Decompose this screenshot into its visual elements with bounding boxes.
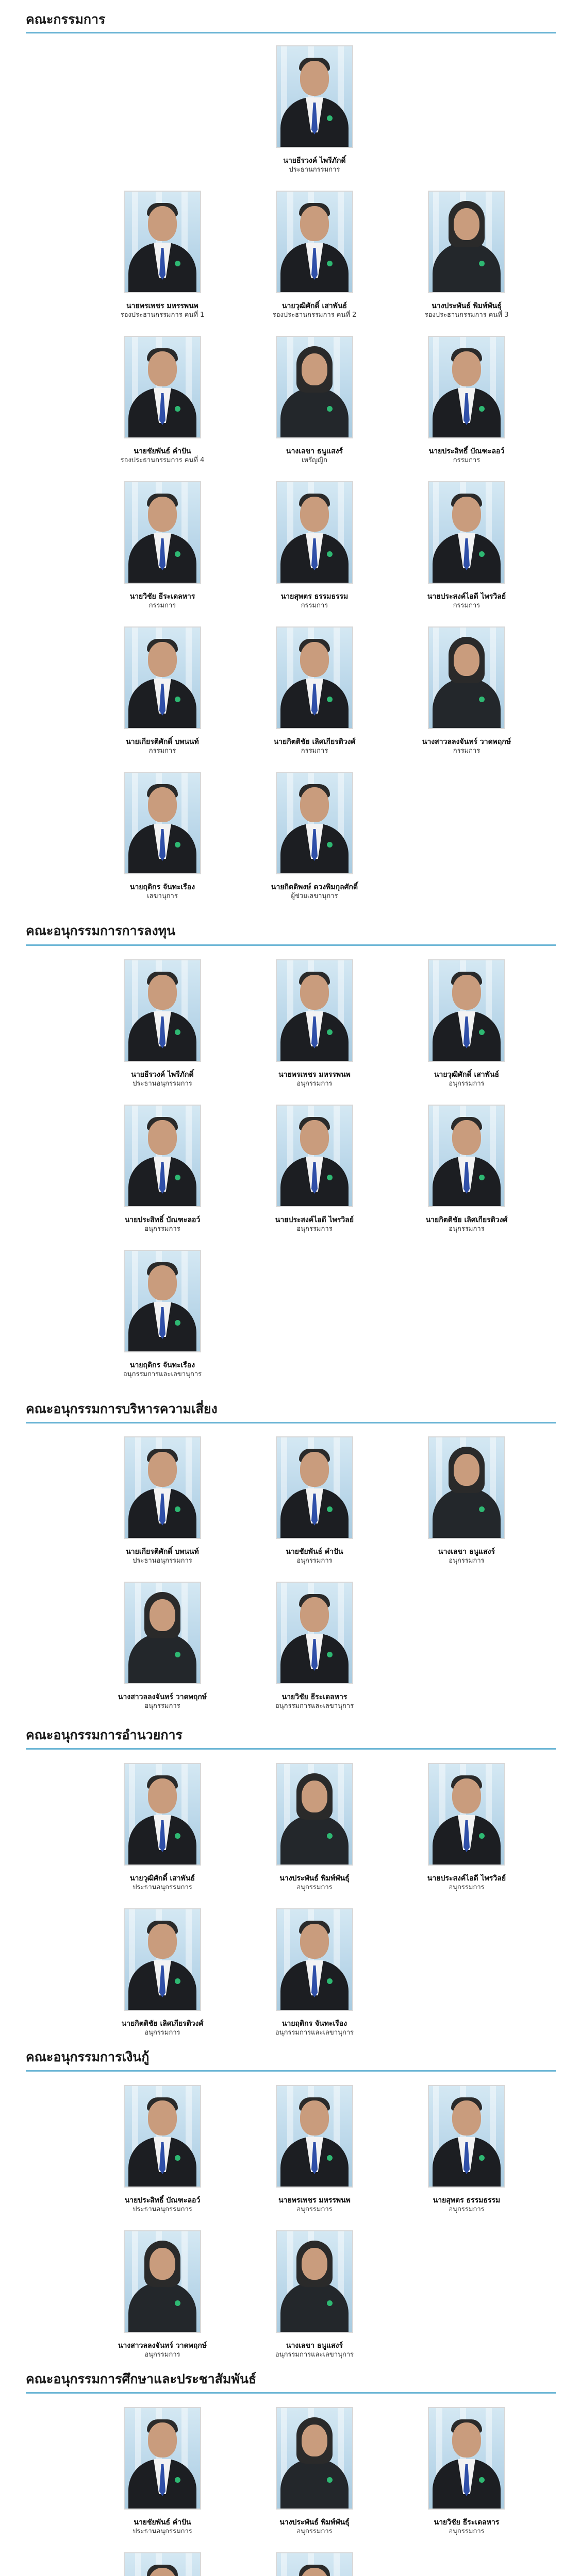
member-photo — [276, 45, 353, 148]
member-card — [95, 772, 229, 901]
section-title: คณะกรรมการ — [26, 12, 106, 27]
member-role: ประธานอนุกรรมการ — [132, 1557, 192, 1565]
member-card — [247, 2230, 382, 2359]
member-name: นายฤติกร จันทะเรือง — [281, 2020, 347, 2028]
member-name: นางเลขา ธนูแสงร์ — [286, 447, 343, 455]
member-name: นายวุฒิศักดิ์ เสาพันธ์ — [281, 302, 347, 310]
member-role: รองประธานกรรมการ คนที่ 4 — [120, 456, 205, 464]
member-name: นายเกียรติศักดิ์ บพนนท์ — [126, 1548, 199, 1556]
member-photo — [276, 959, 353, 1062]
member-card — [247, 2407, 382, 2536]
member-name: นายฤติกร จันทะเรือง — [129, 1361, 195, 1369]
member-card — [95, 1105, 229, 1233]
member-card — [95, 1436, 229, 1565]
member-role: กรรมการ — [301, 747, 328, 755]
member-photo — [428, 2085, 505, 2188]
member-photo — [276, 191, 353, 293]
member-card — [247, 2085, 382, 2214]
member-photo — [276, 336, 353, 438]
member-name: นายธีรวงค์ ไพรีภักดิ์ — [131, 1071, 194, 1079]
member-role: อนุกรรมการ — [296, 2206, 333, 2213]
member-photo — [428, 336, 505, 438]
member-card — [247, 626, 382, 755]
section-divider — [26, 2392, 556, 2394]
section-divider — [26, 32, 556, 33]
member-name: นายสุพตร ธรรมธรรม — [433, 2196, 501, 2205]
member-photo — [276, 2552, 353, 2576]
member-role: อนุกรรมการ — [449, 1080, 485, 1088]
member-card — [247, 1436, 382, 1565]
member-role: ประธานอนุกรรมการ — [132, 2528, 192, 2535]
member-role: กรรมการ — [301, 602, 328, 609]
member-role: อนุกรรมการ — [296, 1884, 333, 1891]
member-card — [247, 1763, 382, 1892]
member-card — [95, 959, 229, 1088]
member-photo — [276, 772, 353, 874]
member-photo — [124, 959, 201, 1062]
member-photo — [276, 1763, 353, 1866]
member-role: กรรมการ — [453, 747, 480, 755]
member-name: นางประพันธ์ พิมพ์พันธุ์ — [432, 302, 502, 310]
member-photo — [428, 959, 505, 1062]
member-photo — [428, 626, 505, 729]
member-card — [95, 2085, 229, 2214]
member-name: นางประพันธ์ พิมพ์พันธุ์ — [279, 2518, 350, 2527]
member-photo — [124, 1763, 201, 1866]
member-photo — [124, 2230, 201, 2333]
member-name: นางเลขา ธนูแสงร์ — [438, 1548, 495, 1556]
member-card — [247, 481, 382, 610]
member-card — [247, 2552, 382, 2576]
member-card — [95, 191, 229, 319]
member-role: รองประธานกรรมการ คนที่ 3 — [424, 311, 509, 319]
member-photo — [276, 1105, 353, 1207]
member-photo — [124, 1436, 201, 1539]
member-role: รองประธานกรรมการ คนที่ 1 — [120, 311, 205, 319]
member-name: นายฤติกร จันทะเรือง — [129, 883, 195, 891]
member-name: นายกิตติชัย เลิศเกียรติวงศ์ — [273, 738, 356, 746]
member-photo — [124, 626, 201, 729]
member-photo — [276, 1436, 353, 1539]
member-photo — [124, 2085, 201, 2188]
member-role: อนุกรรมการ — [449, 1557, 485, 1565]
member-role: กรรมการ — [148, 747, 176, 755]
section-title: คณะอนุกรรมการการลงทุน — [26, 923, 176, 938]
member-role: อนุกรรมการ — [296, 1080, 333, 1088]
member-name: นายสุพตร ธรรมธรรม — [280, 592, 349, 601]
member-photo — [428, 191, 505, 293]
member-role: อนุกรรมการ — [449, 2528, 485, 2535]
section-title: คณะอนุกรรมการเงินกู้ — [26, 2049, 150, 2064]
section-divider — [26, 944, 556, 946]
member-photo — [276, 2230, 353, 2333]
member-card — [400, 1763, 534, 1892]
member-card — [247, 191, 382, 319]
member-card — [400, 481, 534, 610]
member-role: ประธานอนุกรรมการ — [132, 2206, 192, 2213]
member-name: นายวิชัย ธีระเดลหาร — [281, 1693, 347, 1701]
member-photo — [428, 1105, 505, 1207]
member-name: นายกิตติชัย เลิศเกียรติวงศ์ — [425, 1216, 508, 1224]
member-name: นายประสงค์ไอดี ไพรวิลย์ — [427, 1874, 506, 1883]
member-card — [247, 45, 382, 174]
member-name: นายธีรวงค์ ไพรีภักดิ์ — [283, 157, 346, 165]
member-photo — [124, 1908, 201, 2011]
member-role: กรรมการ — [453, 456, 480, 464]
member-card — [95, 1763, 229, 1892]
member-card — [400, 1436, 534, 1565]
member-name: นายชัยพันธ์ คำปัน — [286, 1548, 343, 1556]
member-photo — [124, 772, 201, 874]
member-role: กรรมการ — [148, 602, 176, 609]
member-role: อนุกรรมการ — [449, 1225, 485, 1233]
member-photo — [276, 1908, 353, 2011]
member-photo — [428, 1763, 505, 1866]
member-card — [400, 2085, 534, 2214]
member-photo — [428, 2407, 505, 2510]
member-card — [95, 2230, 229, 2359]
member-name: นายวิชัย ธีระเดลหาร — [434, 2518, 500, 2527]
member-role: รองประธานกรรมการ คนที่ 2 — [272, 311, 357, 319]
member-photo — [276, 2085, 353, 2188]
member-photo — [124, 2407, 201, 2510]
member-name: นายวุฒิศักดิ์ เสาพันธ์ — [434, 1071, 499, 1079]
member-role: อนุกรรมการ — [144, 1702, 180, 1710]
member-card — [95, 626, 229, 755]
member-role: เลขานุการ — [147, 892, 178, 900]
member-role: อนุกรรมการ — [296, 2528, 333, 2535]
member-card — [400, 1105, 534, 1233]
member-name: นายประสงค์ไอดี ไพรวิลย์ — [275, 1216, 354, 1224]
section-divider — [26, 1748, 556, 1750]
member-card — [247, 1582, 382, 1710]
member-role: ประธานกรรมการ — [289, 166, 340, 174]
section-title: คณะอนุกรรมการศึกษาและประชาสัมพันธ์ — [26, 2371, 257, 2386]
member-role: ประธานอนุกรรมการ — [132, 1080, 192, 1088]
member-role: อนุกรรมการและเลขานุการ — [123, 1370, 202, 1378]
member-card — [95, 336, 229, 465]
member-role: อนุกรรมการและเลขานุการ — [275, 2351, 354, 2359]
member-photo — [124, 191, 201, 293]
member-name: นางสาวลลงจันทร์ วาดพฤกษ์ — [422, 738, 511, 746]
member-role: อนุกรรมการ — [449, 2206, 485, 2213]
member-photo — [428, 481, 505, 584]
section-divider — [26, 1422, 556, 1423]
member-role: อนุกรรมการ — [296, 1557, 333, 1565]
member-name: นายพรเพชร มหรรพนพ — [278, 1071, 351, 1079]
member-card — [95, 1582, 229, 1710]
member-role: ประธานอนุกรรมการ — [132, 1884, 192, 1891]
member-photo — [276, 1582, 353, 1684]
member-card — [95, 1908, 229, 2037]
member-photo — [276, 2407, 353, 2510]
member-photo — [124, 481, 201, 584]
member-name: นายกิตติพงษ์ ดวงพิมกุลศักดิ์ — [271, 883, 358, 891]
member-photo — [124, 336, 201, 438]
member-card — [400, 959, 534, 1088]
member-photo — [124, 1582, 201, 1684]
member-name: นายกิตติชัย เลิศเกียรติวงศ์ — [121, 2020, 204, 2028]
member-name: นายวิชัย ธีระเดลหาร — [129, 592, 195, 601]
member-name: นายวุฒิศักดิ์ เสาพันธ์ — [129, 1874, 195, 1883]
member-photo — [124, 2552, 201, 2576]
section-title: คณะอนุกรรมการอำนวยการ — [26, 1727, 183, 1742]
member-name: นายพรเพชร มหรรพนพ — [278, 2196, 351, 2205]
member-photo — [124, 1250, 201, 1352]
member-role: อนุกรรมการ — [449, 1884, 485, 1891]
member-name: นายเกียรติศักดิ์ บพนนท์ — [126, 738, 199, 746]
member-card — [247, 1908, 382, 2037]
member-role: ผู้ช่วยเลขานุการ — [291, 892, 338, 900]
member-name: นายประสิทธิ์ บัณฑะลอว์ — [124, 1216, 201, 1224]
member-card — [400, 2407, 534, 2536]
member-name: นายประสิทธิ์ บัณฑะลอว์ — [428, 447, 505, 455]
section-divider — [26, 2070, 556, 2072]
member-role: เหรัญญิก — [301, 456, 328, 464]
member-role: อนุกรรมการ — [144, 1225, 180, 1233]
member-role: อนุกรรมการ — [296, 1225, 333, 1233]
member-photo — [276, 481, 353, 584]
member-photo — [124, 1105, 201, 1207]
member-card — [400, 626, 534, 755]
member-card — [247, 1105, 382, 1233]
member-name: นายชัยพันธ์ คำปัน — [134, 2518, 191, 2527]
member-card — [247, 772, 382, 901]
member-photo — [428, 1436, 505, 1539]
member-name: นางเลขา ธนูแสงร์ — [286, 2342, 343, 2350]
member-role: อนุกรรมการ — [144, 2351, 180, 2359]
member-name: นายประสิทธิ์ บัณฑะลอว์ — [124, 2196, 201, 2205]
member-card — [95, 1250, 229, 1379]
member-name: นายพรเพชร มหรรพนพ — [126, 302, 198, 310]
member-card — [400, 336, 534, 465]
member-card — [247, 959, 382, 1088]
member-role: อนุกรรมการและเลขานุการ — [275, 2029, 354, 2037]
member-name: นางประพันธ์ พิมพ์พันธุ์ — [279, 1874, 350, 1883]
member-name: นางสาวลลงจันทร์ วาดพฤกษ์ — [118, 1693, 207, 1701]
member-role: อนุกรรมการ — [144, 2029, 180, 2037]
member-card — [95, 481, 229, 610]
member-name: นางสาวลลงจันทร์ วาดพฤกษ์ — [118, 2342, 207, 2350]
member-role: อนุกรรมการและเลขานุการ — [275, 1702, 354, 1710]
member-card — [95, 2407, 229, 2536]
member-card — [247, 336, 382, 465]
member-photo — [276, 626, 353, 729]
member-name: นายชัยพันธ์ คำปัน — [134, 447, 191, 455]
member-name: นายประสงค์ไอดี ไพรวิลย์ — [427, 592, 506, 601]
section-title: คณะอนุกรรมการบริหารความเสี่ยง — [26, 1401, 218, 1416]
member-card — [95, 2552, 229, 2576]
member-card — [400, 191, 534, 319]
member-role: กรรมการ — [453, 602, 480, 609]
